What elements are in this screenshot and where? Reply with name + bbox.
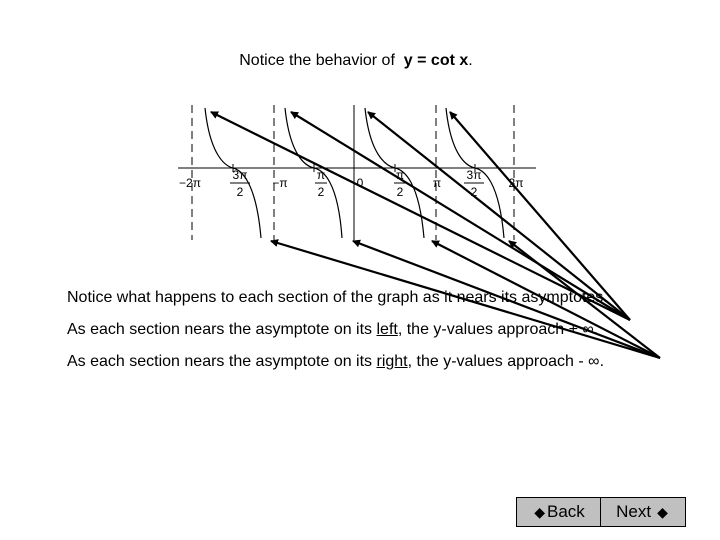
x-label-pi-over-2-num: π bbox=[395, 168, 405, 182]
title-prefix: Notice the behavior of bbox=[239, 52, 395, 69]
cot-branch-3 bbox=[365, 108, 424, 238]
x-label-pi-over-2-den: 2 bbox=[396, 185, 404, 199]
x-label-3pi-over-2-den: 2 bbox=[470, 185, 478, 199]
x-label-pi: π bbox=[432, 176, 442, 190]
x-label-neg-pi: −π bbox=[272, 176, 288, 190]
note-right-word: right bbox=[376, 353, 408, 370]
x-label-zero: 0 bbox=[356, 176, 364, 190]
x-label-neg-pi-over-2-den: 2 bbox=[317, 185, 325, 199]
title-equation: y = cot x bbox=[403, 52, 469, 69]
x-label-neg-3pi-over-2-den: 2 bbox=[236, 185, 244, 199]
next-button[interactable] bbox=[600, 497, 686, 527]
x-label-neg-pi-over-2-num: π bbox=[316, 168, 326, 182]
diamond-icon: ◆ bbox=[657, 503, 668, 520]
note-line-3: As each section nears the asymptote on its right, the y-values approach - ∞. bbox=[67, 353, 605, 370]
note-line-2: As each section nears the asymptote on its left, the y-values approach + ∞. bbox=[67, 321, 599, 338]
back-button[interactable] bbox=[516, 497, 600, 527]
note-left-word: left bbox=[376, 321, 398, 338]
x-label-3pi-over-2-num: 3π bbox=[466, 168, 482, 182]
note-line-1: Notice what happens to each section of the graph as it nears its asymptotes. bbox=[67, 289, 608, 306]
next-button-label: Next bbox=[616, 502, 652, 521]
back-button-label: Back bbox=[546, 502, 585, 521]
diamond-icon: ◆ bbox=[534, 503, 545, 520]
x-label-2pi: 2π bbox=[508, 176, 524, 190]
x-label-neg-2pi: −2π bbox=[179, 176, 201, 190]
x-label-neg-3pi-over-2-num: 3π bbox=[232, 168, 248, 182]
title-suffix: . bbox=[468, 52, 473, 69]
